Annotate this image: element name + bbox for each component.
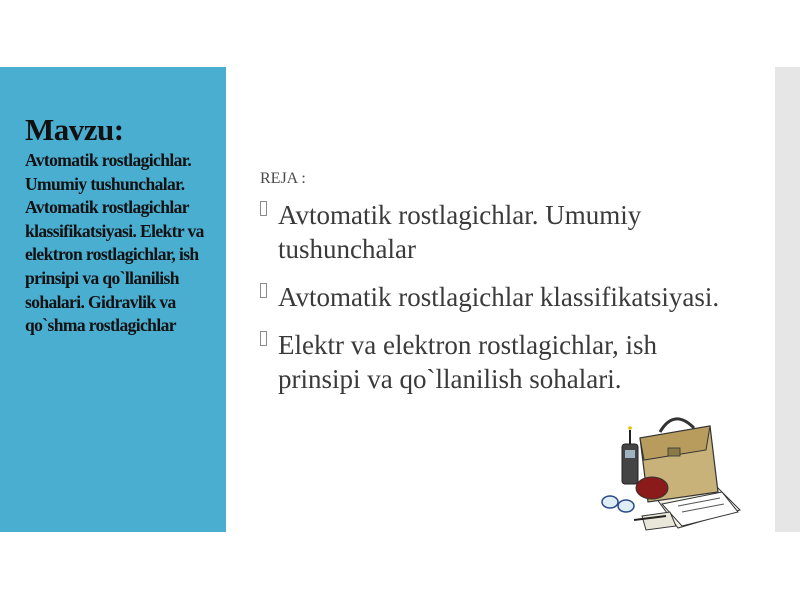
- list-item-label: Avtomatik rostlagichlar klassifikatsiyasi.: [278, 282, 720, 312]
- office-supplies-clipart: [598, 398, 748, 540]
- list-item-label: Elektr va elektron rostlagichlar, ish prinsipi va qo`llanilish sohalari.: [278, 330, 658, 394]
- plan-list: [260, 198, 730, 396]
- slide-subtitle: Avtomatik rostlagichlar. Umumiy tushunchalar. Avtomatik rostlagichlar klassifikatsiyasi. Elektr va elektron rostlagichlar, ish prinsipi va qo`llanilish sohalari. Gidravlik va qo`shma rostlagichlar: [25, 150, 204, 336]
- list-item: [260, 328, 730, 396]
- title-block: [25, 112, 215, 338]
- bullet-box-icon: [260, 283, 267, 298]
- right-decor-strip: [775, 67, 800, 532]
- list-item: [260, 280, 730, 314]
- content-area: [260, 168, 730, 410]
- list-item-label: Avtomatik rostlagichlar. Umumiy tushunchalar: [278, 200, 642, 264]
- plan-heading: REJA :: [260, 170, 306, 187]
- bullet-box-icon: [260, 331, 267, 346]
- list-item: [260, 198, 730, 266]
- bullet-box-icon: [260, 201, 267, 216]
- slide-title: Mavzu:: [25, 112, 124, 147]
